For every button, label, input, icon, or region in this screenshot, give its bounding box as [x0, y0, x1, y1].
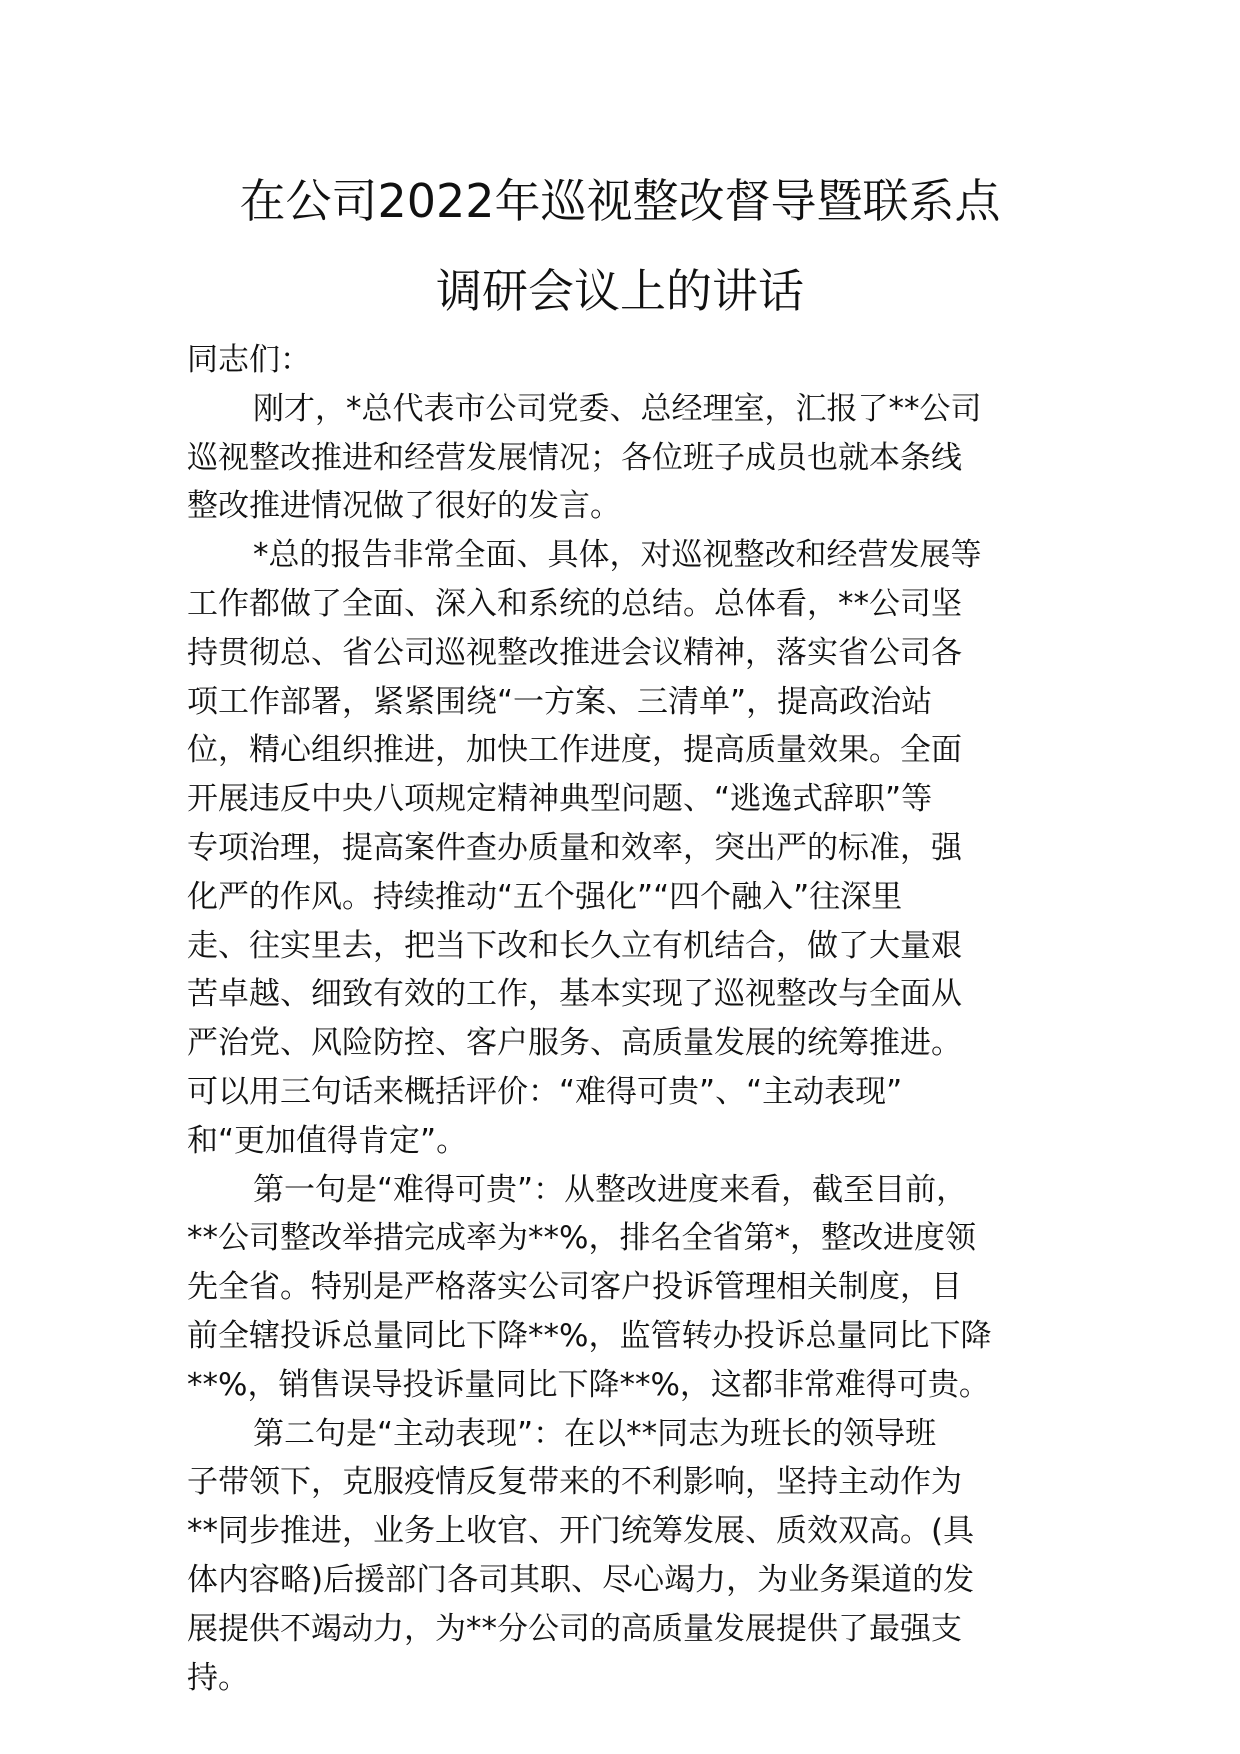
- text-line: 第二句是“主动表现”：在以**同志为班长的领导班: [253, 1415, 937, 1452]
- text-line: 可以用三句话来概括评价：“难得可贵”、“主动表现”: [187, 1073, 903, 1110]
- text-line: 和“更加值得肯定”。: [187, 1122, 468, 1159]
- text-line: 第一句是“难得可贵”：从整改进度来看，截至目前，: [253, 1171, 968, 1208]
- text-line: 整改推进情况做了很好的发言。: [187, 488, 621, 525]
- text-line: 体内容略)后援部门各司其职、尽心竭力，为业务渠道的发: [187, 1561, 975, 1598]
- speech-body: [187, 336, 1087, 1702]
- salutation: 同志们：: [187, 342, 311, 378]
- text-line: 巡视整改推进和经营发展情况；各位班子成员也就本条线: [187, 439, 962, 476]
- text-line: 走、往实里去，把当下改和长久立有机结合，做了大量艰: [187, 927, 962, 964]
- text-line: **公司整改举措完成率为**%，排名全省第*，整改进度领: [187, 1220, 976, 1257]
- text-line: 持。: [187, 1659, 249, 1696]
- text-line: 化严的作风。持续推动“五个强化”“四个融入”往深里: [187, 878, 903, 915]
- text-line: 严治党、风险防控、客户服务、高质量发展的统筹推进。: [187, 1025, 962, 1062]
- text-line: 展提供不竭动力，为**分公司的高质量发展提供了最强支: [187, 1610, 962, 1647]
- text-line: 开展违反中央八项规定精神典型问题、“逃逸式辞职”等: [187, 781, 933, 818]
- text-line: 持贯彻总、省公司巡视整改推进会议精神，落实省公司各: [187, 634, 962, 671]
- text-line: 工作都做了全面、深入和系统的总结。总体看，**公司坚: [187, 585, 962, 622]
- text-line: 先全省。特别是严格落实公司客户投诉管理相关制度，目: [187, 1269, 962, 1306]
- document-title-line-1: 在公司2022年巡视整改督导暨联系点: [239, 174, 1001, 228]
- text-line: 苦卓越、细致有效的工作，基本实现了巡视整改与全面从: [187, 976, 962, 1013]
- text-line: **同步推进，业务上收官、开门统筹发展、质效双高。(具: [187, 1513, 975, 1550]
- text-line: 前全辖投诉总量同比下降**%，监管转办投诉总量同比下降: [187, 1317, 992, 1354]
- text-line: *总的报告非常全面、具体，对巡视整改和经营发展等: [253, 537, 982, 574]
- text-line: 刚才，*总代表市公司党委、总经理室，汇报了**公司: [253, 390, 982, 427]
- text-line: **%，销售误导投诉量同比下降**%，这都非常难得可贵。: [187, 1366, 990, 1403]
- text-line: 专项治理，提高案件查办质量和效率，突出严的标准，强: [187, 829, 962, 866]
- text-line: 项工作部署，紧紧围绕“一方案、三清单”，提高政治站: [187, 683, 933, 720]
- document-title-line-2: 调研会议上的讲话: [436, 264, 804, 318]
- text-line: 位，精心组织推进，加快工作进度，提高质量效果。全面: [187, 732, 962, 769]
- text-line: 子带领下，克服疫情反复带来的不利影响，坚持主动作为: [187, 1464, 962, 1501]
